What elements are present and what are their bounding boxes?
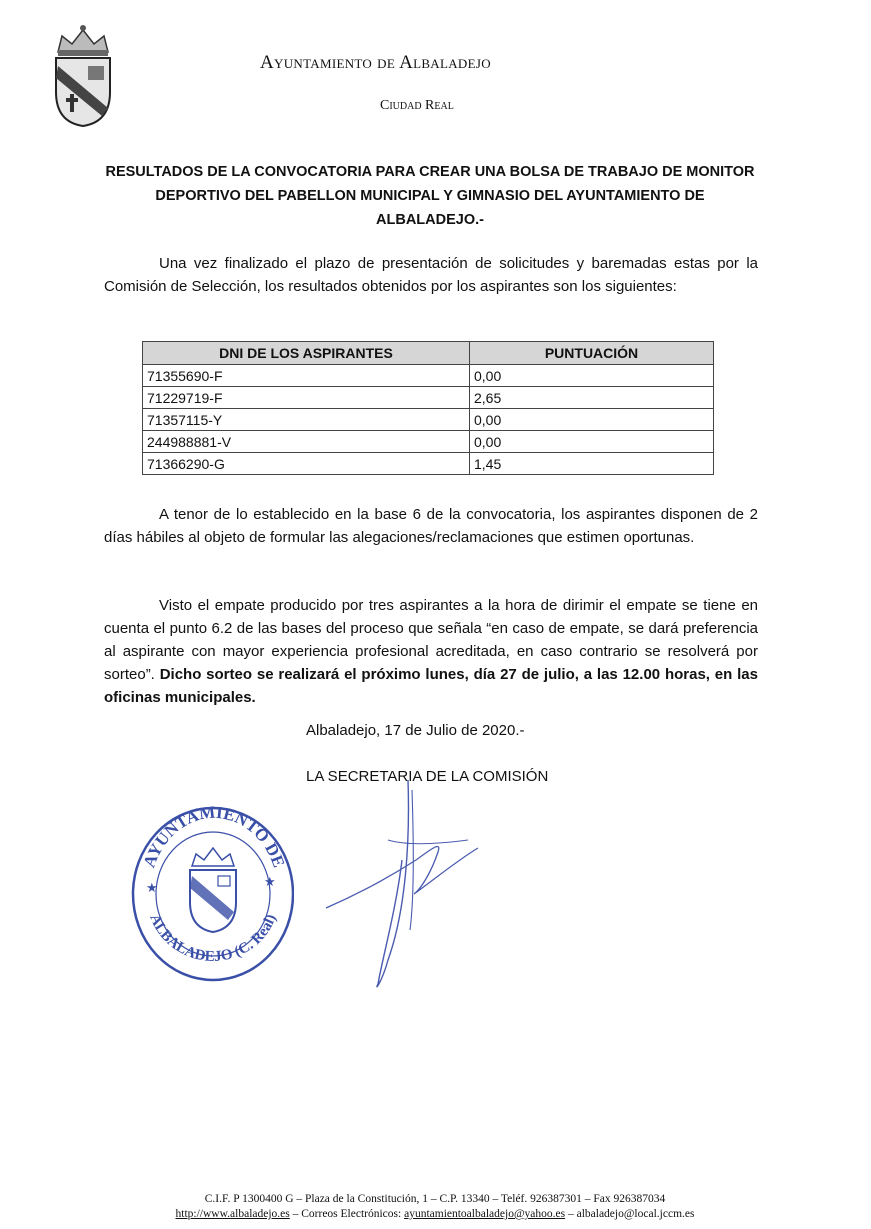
email-link-jccm[interactable]: albaladejo@local.jccm.es (576, 1208, 695, 1220)
footer-contact-line: C.I.F. P 1300400 G – Plaza de la Constitución, 1 – C.P. 13340 – Teléf. 926387301 – Fax 926387034 (204, 1193, 666, 1205)
signer-title: LA SECRETARIA DE LA COMISIÓN (306, 768, 549, 785)
svg-text:★: ★ (264, 874, 276, 889)
svg-text:AYUNTAMIENTO DE (139, 803, 288, 870)
column-header-dni: DNI DE LOS ASPIRANTES (143, 342, 470, 365)
score-cell: 0,00 (470, 409, 714, 431)
organization-city: Ciudad Real (380, 98, 454, 113)
dni-cell: 244988881-V (143, 431, 470, 453)
table-row (143, 431, 714, 453)
score-cell: 0,00 (470, 365, 714, 387)
score-cell: 0,00 (470, 431, 714, 453)
handwritten-signature (318, 760, 488, 1000)
emails-label: – Correos Electrónicos: (289, 1208, 405, 1220)
tiebreak-text: Visto el empate producido por tres aspirantes a la hora de dirimir el empate se tiene en cuenta el punto 6.2 de las bases del proceso que señala “en caso de empate, se dará preferencia al aspirante con mayor experiencia profesional acreditada, en caso contrario se resolverá por sorteo”. (104, 597, 758, 683)
score-cell: 2,65 (470, 387, 714, 409)
table-row (143, 387, 714, 409)
dni-cell: 71229719-F (143, 387, 470, 409)
results-table (142, 341, 714, 475)
allegations-paragraph: A tenor de lo establecido en la base 6 de la convocatoria, los aspirantes disponen de 2 días hábiles al objeto de formular las alegaciones/reclamaciones que estimen oportunas. (104, 506, 758, 546)
organization-name: Ayuntamiento de Albaladejo (260, 52, 491, 73)
email-link-yahoo[interactable]: ayuntamientoalbaladejo@yahoo.es (404, 1208, 566, 1220)
table-row (143, 365, 714, 387)
table-row (143, 453, 714, 475)
website-link[interactable]: http://www.albaladejo.es (175, 1208, 290, 1220)
intro-paragraph: Una vez finalizado el plazo de presentación de solicitudes y baremadas estas por la Comisión de Selección, los resultados obtenidos por los aspirantes son los siguientes: (104, 255, 758, 295)
table-row (143, 409, 714, 431)
tiebreak-paragraph (104, 594, 758, 709)
document-title: RESULTADOS DE LA CONVOCATORIA PARA CREAR UNA BOLSA DE TRABAJO DE MONITOR DEPORTIVO DEL PABELLON MUNICIPAL Y GIMNASIO DEL AYUNTAMIENTO DE ALBALADEJO.- (105, 164, 755, 228)
table-header-row (143, 342, 714, 365)
svg-text:ALBALADEJO (C. Real) (146, 912, 279, 965)
seal-top-text: AYUNTAMIENTO DE (139, 802, 289, 870)
dni-cell: 71355690-F (143, 365, 470, 387)
column-header-score: PUNTUACIÓN (470, 342, 714, 365)
seal-bottom-text: ALBALADEJO (C. Real) (146, 911, 280, 966)
dni-cell: 71357115-Y (143, 409, 470, 431)
footer-links-line (80, 1208, 790, 1220)
svg-text:★: ★ (146, 880, 158, 895)
place-and-date: Albaladejo, 17 de Julio de 2020.- (306, 722, 525, 739)
municipal-crest-logo (44, 22, 122, 130)
footer-separator: – (565, 1208, 577, 1220)
draw-announcement: Dicho sorteo se realizará el próximo lunes, día 27 de julio, a las 12.00 horas, en las oficinas municipales. (104, 666, 758, 706)
score-cell: 1,45 (470, 453, 714, 475)
official-seal-stamp (128, 790, 294, 982)
dni-cell: 71366290-G (143, 453, 470, 475)
